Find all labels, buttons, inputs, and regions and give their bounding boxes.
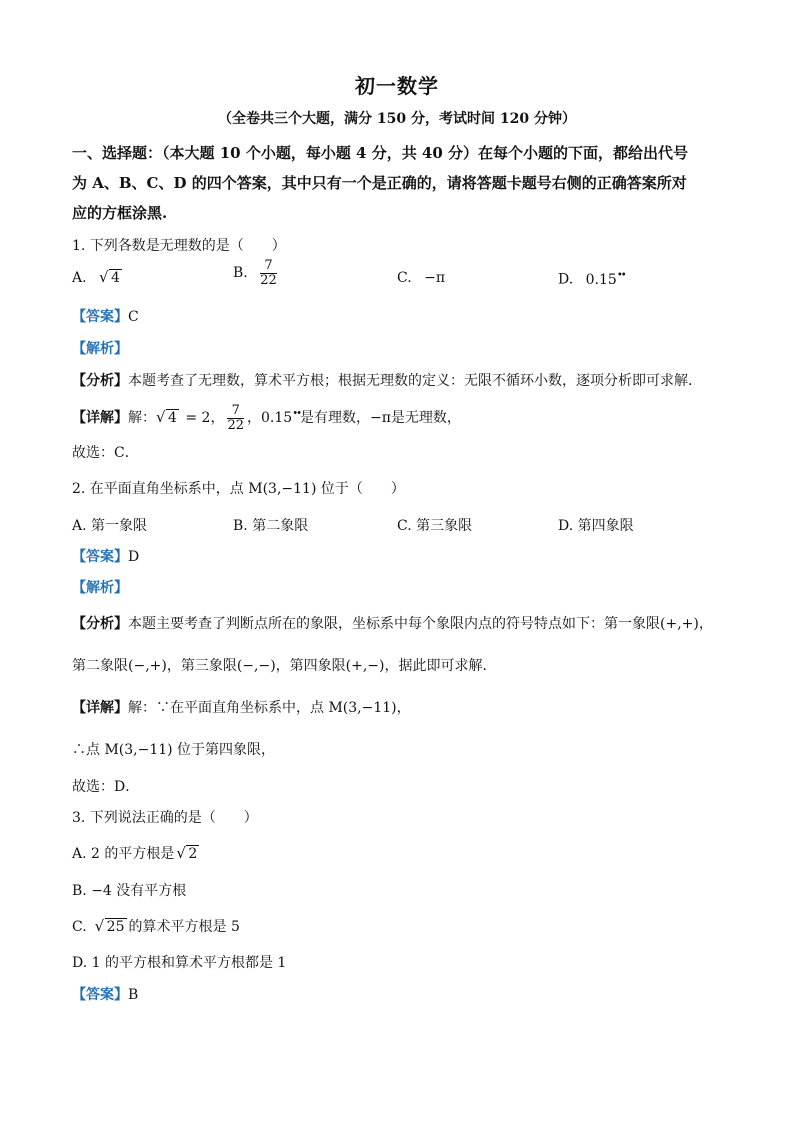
answer-tag: 【答案】	[72, 549, 128, 565]
q2-fenxi-line2: 第二象限(−,+)，第三象限(−,−)，第四象限(+,−)，据此即可求解．	[72, 658, 497, 674]
q2-fenxi-line1	[72, 613, 713, 633]
detail-tag: 【详解】	[72, 410, 128, 427]
q1-option-d	[558, 270, 625, 288]
option-text: 的算术平方根是 5	[128, 919, 240, 935]
q2-option-b: B. 第二象限	[233, 518, 309, 534]
denominator: 22	[260, 272, 277, 288]
q1-fenxi	[72, 370, 702, 390]
section-instructions-line2: 为 A、B、C、D 的四个答案，其中只有一个是正确的，请将答题卡题号右侧的正确答案所对	[72, 174, 687, 192]
q3-option-b: B. −4 没有平方根	[72, 883, 187, 899]
denominator: 22	[227, 417, 245, 433]
radicand: 4	[111, 270, 120, 286]
option-value: −π	[424, 270, 446, 286]
q3-option-a	[72, 843, 201, 863]
detail-eq: = 2，	[180, 410, 225, 427]
question-2-stem: 2. 在平面直角坐标系中，点 M(3,−11) 位于（ ）	[72, 481, 405, 497]
detail-mid: ，0.15	[247, 410, 293, 427]
option-value: 0.15	[585, 271, 617, 288]
q2-detail-line2: ∴点 M(3,−11) 位于第四象限，	[72, 742, 276, 758]
q2-option-d: D. 第四象限	[558, 518, 634, 534]
q1-analysis-tag: 【解析】	[72, 341, 128, 357]
fenxi-text: 本题考查了无理数，算术平方根；根据无理数的定义：无限不循环小数，逐项分析即可求解．	[128, 373, 702, 389]
answer-value: D	[128, 549, 140, 565]
q3-option-d: D. 1 的平方根和算术平方根都是 1	[72, 955, 287, 971]
question-3-stem: 3. 下列说法正确的是（ ）	[72, 810, 258, 826]
q2-choose: 故选：D．	[72, 779, 140, 795]
q2-answer	[72, 546, 139, 566]
detail-tag: 【详解】	[72, 700, 128, 716]
radicand: 25	[106, 919, 125, 935]
detail-text: 解：∵在平面直角坐标系中，点 M(3,−11)，	[128, 700, 411, 716]
answer-value: C	[128, 309, 139, 325]
q2-analysis-tag: 【解析】	[72, 580, 128, 596]
option-label: B.	[233, 265, 248, 282]
option-label: C.	[397, 270, 412, 286]
fenxi-text: 本题主要考查了判断点所在的象限，坐标系中每个象限内点的符号特点如下：第一象限(+,+)，	[128, 616, 713, 632]
q1-detail	[72, 404, 461, 432]
numerator: 7	[264, 258, 273, 273]
page-title: 初一数学	[355, 74, 439, 98]
radicand: 2	[188, 846, 198, 862]
fenxi-tag: 【分析】	[72, 616, 128, 632]
radicand: 4	[168, 410, 177, 427]
option-label: A.	[72, 270, 87, 286]
detail-post: 是有理数，−π是无理数，	[299, 410, 461, 427]
option-text: A. 2 的平方根是	[72, 846, 175, 862]
q2-option-c: C. 第三象限	[397, 518, 473, 534]
answer-tag: 【答案】	[72, 987, 128, 1003]
section-instructions-line1: 一、选择题：（本大题 10 个小题，每小题 4 分，共 40 分）在每个小题的下面，都给出代号	[72, 144, 689, 162]
repeating-dots-icon: ••	[616, 270, 625, 281]
q2-option-a: A. 第一象限	[72, 518, 148, 534]
numerator: 7	[231, 403, 240, 418]
q1-option-b	[233, 259, 280, 287]
section-instructions-line3: 应的方框涂黑.	[72, 204, 168, 222]
q3-answer	[72, 984, 138, 1004]
q1-answer	[72, 306, 139, 326]
answer-value: B	[128, 987, 139, 1003]
option-label: C.	[72, 919, 87, 935]
detail-prefix: 解：	[128, 410, 156, 427]
q1-choose: 故选：C．	[72, 445, 139, 461]
option-label: D.	[558, 271, 574, 288]
q1-option-a	[72, 270, 124, 286]
question-1-stem: 1. 下列各数是无理数的是（ ）	[72, 238, 286, 254]
q3-option-c	[72, 916, 240, 936]
repeating-dots-icon: ••	[292, 408, 300, 420]
exam-info: （全卷共三个大题，满分 150 分，考试时间 120 分钟）	[218, 111, 576, 127]
fenxi-tag: 【分析】	[72, 373, 128, 389]
q2-detail-line1	[72, 697, 411, 717]
answer-tag: 【答案】	[72, 309, 128, 325]
q1-option-c	[397, 270, 445, 286]
